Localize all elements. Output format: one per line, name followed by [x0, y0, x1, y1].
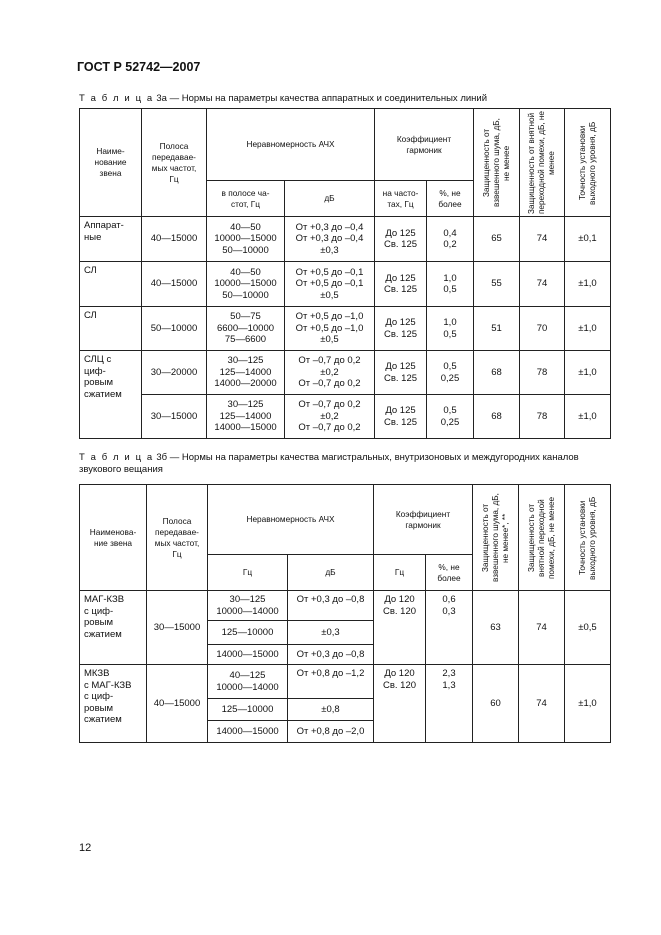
cell-line: сжатием: [84, 714, 122, 725]
table-cell: [208, 621, 288, 645]
table-cell: ±1,0: [565, 395, 611, 439]
cell-line: Наиме-: [96, 146, 125, 156]
cell-line: 50—10000: [222, 244, 269, 256]
table-cell: 51: [474, 307, 520, 351]
cell-line: Полоса: [159, 140, 189, 151]
table-row: [80, 217, 611, 262]
cell-line: Гц: [169, 173, 179, 184]
col-header-at-freq: [375, 181, 427, 217]
table-cell: От +0,8 до –2,0: [288, 721, 374, 743]
cell-line: мых частот,: [151, 162, 197, 173]
table-cell: [285, 351, 375, 395]
cell-line: тах, Гц: [387, 198, 414, 209]
table-cell: ±0,3: [288, 621, 374, 645]
table-cell: 74: [520, 217, 565, 262]
table-cell: [285, 262, 375, 307]
cell-text: [84, 354, 139, 400]
cell-line: более: [437, 572, 461, 583]
cell-line: 0,25: [440, 416, 460, 428]
cell-line: 14000—15000: [216, 725, 279, 737]
cell-line: ровым: [84, 377, 113, 388]
table-cell: [207, 217, 285, 262]
cell-text: [377, 188, 424, 210]
cell-text: [429, 317, 471, 340]
cell-line: 30—125: [227, 399, 264, 411]
table-3b-caption: [79, 452, 599, 476]
cell-line: мых частот,: [154, 537, 200, 548]
cell-line: От –0,7 до 0,2: [298, 422, 361, 434]
cell-line: До 125: [385, 227, 416, 239]
cell-text: [144, 141, 204, 185]
table-3b-caption-text: 3б — Нормы на параметры качества магистральных, внутризоновых и междугородних каналов звукового вещания: [79, 452, 579, 475]
table-cell: [426, 591, 473, 665]
table-cell: ±1,0: [565, 351, 611, 395]
cell-line: 40—125: [229, 670, 266, 681]
cell-line: От +0,3 до –0,4: [295, 233, 364, 245]
cell-line: 0,5: [443, 361, 457, 372]
cell-line: Св. 125: [383, 372, 418, 384]
table-cell: 74: [519, 665, 565, 743]
cell-text: [287, 311, 372, 346]
col-header-accuracy: [565, 109, 611, 217]
table-row: [80, 591, 611, 621]
cell-text: [377, 228, 424, 251]
col-header-harmonic: [375, 109, 474, 181]
cell-line: с циф-: [84, 691, 114, 702]
cell-text: [84, 310, 139, 322]
col-header-weighted-noise: [474, 109, 520, 217]
col-header-percent: [426, 555, 473, 591]
cell-line: 1,0: [443, 317, 457, 328]
table-row: [80, 665, 611, 699]
cell-line: передавае-: [152, 151, 196, 162]
col-header-harm-hz: Гц: [374, 555, 426, 591]
cell-line: 125—14000: [219, 410, 272, 422]
accuracy-label: Точность установки выходного уровня, дБ: [577, 120, 597, 205]
table-cell: 40—15000: [147, 665, 208, 743]
cell-text: [429, 361, 471, 384]
cell-line: 6600—10000: [216, 322, 275, 334]
table-cell: 50—10000: [142, 307, 207, 351]
col-header-weighted-noise: [473, 485, 519, 591]
cell-line: 40—50: [230, 221, 261, 233]
cell-line: От +0,5 до –0,1: [295, 266, 364, 278]
table-cell: От +0,8 до –1,2: [288, 665, 374, 699]
table-cell: 55: [474, 262, 520, 307]
cell-line: передавае-: [155, 526, 199, 537]
cell-line: Полоса: [162, 515, 192, 526]
cell-text: [84, 668, 144, 726]
weighted-noise-label: Защищенность от взвешенного шума, дБ, не менее*, **: [480, 493, 510, 582]
table-cell: [375, 351, 427, 395]
cell-line: МАГ-КЗВ: [84, 594, 125, 605]
col-header-name: [80, 109, 142, 217]
cell-line: гармоник: [406, 144, 442, 155]
cell-line: 0,3: [442, 605, 456, 617]
cell-text: [377, 134, 471, 156]
cell-line: СЛ: [84, 310, 97, 321]
table-cell: [374, 665, 426, 743]
cell-text: [210, 649, 285, 661]
table-cell: [207, 307, 285, 351]
table-cell: 30—20000: [142, 351, 207, 395]
table-cell: [207, 395, 285, 439]
col-header-in-band: [207, 181, 285, 217]
table-cell: 30—15000: [147, 591, 208, 665]
col-header-accuracy: [565, 485, 611, 591]
cell-line: ±0,5: [320, 334, 339, 346]
table-cell: 68: [474, 395, 520, 439]
table-cell: 30—15000: [142, 395, 207, 439]
table-cell: 70: [520, 307, 565, 351]
cell-line: Коэффициент: [395, 508, 451, 519]
cell-line: Гц: [172, 548, 182, 559]
cell-line: 125—10000: [221, 626, 274, 638]
cell-line: ные: [84, 231, 102, 243]
table-cell: От +0,3 до –0,8: [288, 645, 374, 665]
cell-line: 14000—15000: [216, 648, 279, 660]
cell-text: [209, 222, 282, 257]
cell-line: ±0,5: [320, 289, 339, 301]
table-cell: 78: [520, 351, 565, 395]
crosstalk-label: Защищенность от внятной переходной помехи, дБ, не менее: [527, 111, 557, 214]
table-cell: [80, 665, 147, 743]
cell-line: звена: [99, 168, 122, 178]
cell-line: До 125: [385, 272, 416, 284]
cell-line: 0,4: [443, 227, 457, 239]
table-cell: 40—15000: [142, 262, 207, 307]
table-row: [80, 395, 611, 439]
cell-text: [287, 355, 372, 390]
table-cell: 68: [474, 351, 520, 395]
table-cell: 78: [520, 395, 565, 439]
cell-text: [287, 399, 372, 434]
table-cell: [208, 699, 288, 721]
cell-text: [210, 704, 285, 716]
cell-text: [209, 399, 282, 434]
cell-line: Коэффициент: [396, 133, 452, 144]
col-header-name: [80, 485, 147, 591]
cell-line: 10000—14000: [216, 681, 279, 693]
cell-line: Наименова-: [89, 526, 137, 537]
cell-line: От –0,7 до 0,2: [298, 355, 361, 367]
table-3a-caption-text: 3а — Нормы на параметры качества аппаратных и соединительных линий: [153, 93, 488, 104]
cell-line: 10000—15000: [214, 278, 277, 290]
cell-line: ±0,3: [320, 244, 339, 256]
cell-text: [210, 627, 285, 639]
table-cell: [80, 217, 142, 262]
table-cell: 74: [519, 591, 565, 665]
table-cell: [208, 591, 288, 621]
cell-line: с циф-: [84, 605, 114, 617]
table-cell: [375, 217, 427, 262]
table-cell: [427, 262, 474, 307]
table-cell: ±0,8: [288, 699, 374, 721]
table-cell: 63: [473, 591, 519, 665]
cell-text: [209, 355, 282, 390]
table-3b: [79, 484, 611, 743]
cell-text: [210, 670, 285, 693]
cell-text: [429, 228, 471, 251]
cell-line: 125—10000: [221, 703, 274, 715]
cell-text: [429, 405, 471, 428]
cell-line: 30—125: [229, 594, 266, 605]
table-cell: [427, 351, 474, 395]
cell-text: [428, 668, 470, 691]
col-header-harmonic: [374, 485, 473, 555]
cell-text: [377, 317, 424, 340]
col-header-hz: Гц: [208, 555, 288, 591]
cell-line: 125—14000: [219, 366, 272, 378]
cell-line: До 125: [385, 361, 416, 372]
cell-line: ние звена: [93, 537, 133, 548]
crosstalk-label: Защищенность от внятной переходной помехи, дБ, не менее: [526, 496, 556, 579]
table-cell: [375, 307, 427, 351]
page-number: 12: [79, 842, 92, 854]
cell-text: [428, 562, 470, 584]
table-row: [80, 351, 611, 395]
cell-line: 0,6: [442, 594, 456, 605]
cell-line: До 125: [385, 405, 416, 416]
cell-line: От +0,3 до –0,4: [295, 221, 364, 233]
cell-line: До 125: [385, 317, 416, 328]
cell-text: [376, 594, 423, 617]
cell-text: [287, 222, 372, 257]
cell-line: СЛЦ с: [84, 354, 112, 365]
cell-line: От –0,7 до 0,2: [298, 378, 361, 390]
col-header-band: [147, 485, 208, 591]
cell-line: От +0,5 до –1,0: [295, 311, 364, 323]
cell-line: с МАГ-КЗВ: [84, 679, 132, 691]
cell-text: [428, 594, 470, 617]
cell-line: Св. 125: [383, 284, 418, 295]
cell-line: ровым: [84, 702, 113, 714]
cell-line: 0,25: [440, 372, 460, 384]
cell-line: ровым: [84, 617, 113, 628]
cell-line: 50—10000: [222, 289, 269, 301]
cell-line: До 120: [384, 668, 415, 679]
cell-line: 40—50: [230, 266, 261, 278]
cell-line: 2,3: [442, 668, 456, 679]
table-3b-caption-prefix: Т а б л и ц а: [79, 452, 154, 463]
cell-line: Св. 125: [383, 328, 418, 340]
cell-line: 14000—15000: [214, 422, 277, 434]
cell-text: [376, 509, 470, 531]
table-cell: [80, 262, 142, 307]
cell-text: [377, 361, 424, 384]
document-header: ГОСТ Р 52742—2007: [77, 60, 201, 74]
col-header-flatness: Неравномерность АЧХ: [207, 109, 375, 181]
table-3a-caption-prefix: Т а б л и ц а: [79, 93, 154, 104]
cell-line: %, не: [439, 187, 461, 198]
cell-text: [84, 220, 139, 243]
cell-line: сжатием: [84, 628, 122, 640]
table-cell: [427, 395, 474, 439]
table-cell: [80, 307, 142, 351]
cell-line: 0,5: [443, 284, 457, 295]
cell-text: [210, 594, 285, 617]
accuracy-label: Точность установки выходного уровня, дБ: [577, 495, 597, 580]
cell-line: 10000—15000: [214, 233, 277, 245]
cell-line: ±0,2: [320, 410, 339, 422]
cell-text: [149, 516, 205, 560]
col-header-crosstalk: [519, 485, 565, 591]
weighted-noise-label: Защищенность от взвешенного шума, дБ, не менее: [481, 118, 511, 207]
cell-line: От +0,5 до –1,0: [295, 322, 364, 334]
cell-line: 1,3: [442, 679, 456, 691]
cell-text: [287, 267, 372, 302]
table-cell: От +0,3 до –0,8: [288, 591, 374, 621]
cell-line: 50—75: [230, 311, 261, 323]
table-cell: [80, 591, 147, 665]
cell-text: [82, 527, 144, 549]
cell-line: на часто-: [382, 187, 419, 198]
col-header-db: дБ: [285, 181, 375, 217]
col-header-crosstalk: [520, 109, 565, 217]
table-cell: ±1,0: [565, 262, 611, 307]
cell-line: До 120: [384, 594, 415, 605]
cell-line: 75—6600: [224, 334, 267, 346]
cell-line: СЛ: [84, 265, 97, 276]
col-header-band: [142, 109, 207, 217]
table-cell: [285, 307, 375, 351]
col-header-flatness: Неравномерность АЧХ: [208, 485, 374, 555]
cell-text: [210, 726, 285, 738]
cell-line: 0,5: [443, 328, 457, 340]
cell-line: Св. 120: [382, 605, 417, 617]
table-cell: [375, 262, 427, 307]
cell-line: циф-: [84, 365, 106, 377]
col-header-percent: [427, 181, 474, 217]
table-cell: [285, 395, 375, 439]
cell-line: 1,0: [443, 272, 457, 284]
cell-text: [429, 188, 471, 210]
cell-text: [82, 146, 139, 179]
cell-line: Аппарат-: [84, 220, 124, 231]
cell-line: стот, Гц: [230, 198, 261, 209]
table-cell: ±1,0: [565, 307, 611, 351]
cell-line: 0,5: [443, 405, 457, 416]
table-row: [80, 307, 611, 351]
cell-line: гармоник: [405, 519, 441, 530]
cell-line: Св. 125: [383, 239, 418, 250]
table-cell: [208, 645, 288, 665]
table-cell: [208, 721, 288, 743]
table-cell: 74: [520, 262, 565, 307]
cell-line: 10000—14000: [216, 605, 279, 617]
table-3a-caption: [79, 93, 599, 105]
table-cell: 65: [474, 217, 520, 262]
table-cell: [207, 262, 285, 307]
table-cell: ±0,1: [565, 217, 611, 262]
table-cell: 60: [473, 665, 519, 743]
table-cell: [427, 217, 474, 262]
table-3a: [79, 108, 611, 439]
table-cell: [208, 665, 288, 699]
cell-line: 30—125: [227, 355, 264, 367]
table-cell: [375, 395, 427, 439]
cell-text: [429, 273, 471, 296]
cell-text: [209, 267, 282, 302]
cell-text: [209, 188, 282, 210]
table-cell: [285, 217, 375, 262]
table-cell: ±1,0: [565, 665, 611, 743]
table-cell: [427, 307, 474, 351]
cell-line: ±0,2: [320, 366, 339, 378]
cell-line: От +0,5 до –0,1: [295, 278, 364, 290]
table-cell: [426, 665, 473, 743]
col-header-db: дБ: [288, 555, 374, 591]
cell-line: сжатием: [84, 388, 122, 400]
cell-line: более: [438, 198, 462, 209]
table-cell: [374, 591, 426, 665]
cell-line: %, не: [438, 561, 460, 572]
table-row: [80, 262, 611, 307]
cell-text: [376, 668, 423, 691]
cell-text: [84, 594, 144, 640]
cell-text: [84, 265, 139, 277]
table-cell: ±0,5: [565, 591, 611, 665]
table-cell: 40—15000: [142, 217, 207, 262]
table-cell: [207, 351, 285, 395]
cell-text: [377, 273, 424, 296]
cell-line: 14000—20000: [214, 378, 277, 390]
cell-line: МКЗВ: [84, 668, 110, 679]
cell-line: 0,2: [443, 239, 457, 250]
cell-line: От –0,7 до 0,2: [298, 399, 361, 411]
cell-text: [377, 405, 424, 428]
cell-line: Св. 125: [383, 416, 418, 428]
cell-line: Св. 120: [382, 679, 417, 691]
table-cell: [80, 351, 142, 439]
cell-line: нование: [94, 157, 127, 167]
cell-text: [209, 311, 282, 346]
cell-line: в полосе ча-: [221, 187, 270, 198]
